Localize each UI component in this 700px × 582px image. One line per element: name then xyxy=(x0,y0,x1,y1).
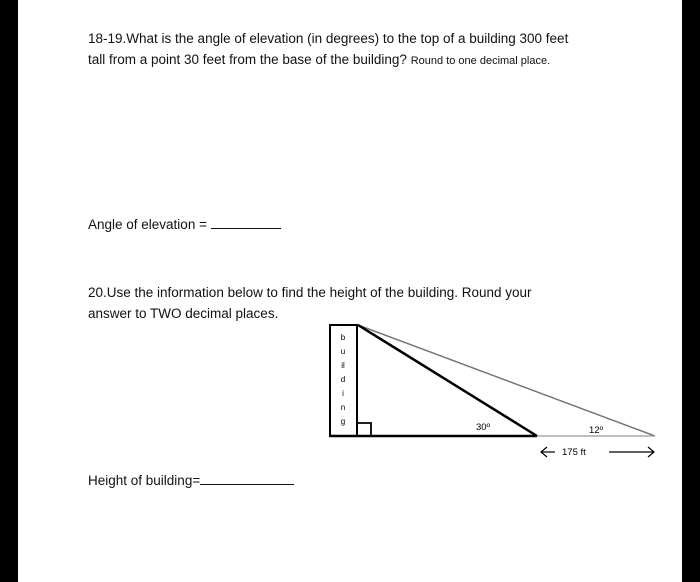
building-letter: i xyxy=(342,389,344,398)
building-letter: u xyxy=(340,347,346,356)
building-letter: il xyxy=(341,361,345,370)
question-2-line-2: answer to TWO decimal places. xyxy=(88,306,279,321)
rounding-note: Round to one decimal place. xyxy=(410,55,551,67)
angle-answer-label: Angle of elevation = xyxy=(88,217,211,232)
right-angle-marker xyxy=(358,423,371,436)
height-answer-blank[interactable] xyxy=(200,471,294,485)
distance-label: 175 ft xyxy=(562,447,586,458)
angle-12-label: 12º xyxy=(589,425,604,436)
height-answer-line xyxy=(88,470,294,491)
far-sight-line xyxy=(358,325,655,436)
near-sight-line xyxy=(358,325,537,436)
building-letter: g xyxy=(340,417,346,426)
height-answer-label: Height of building= xyxy=(88,473,201,488)
building-letter: n xyxy=(340,403,346,412)
question-2-line-1: 20.Use the information below to find the height of the building. Round your xyxy=(88,285,532,300)
building-letter: b xyxy=(340,333,346,342)
angle-30-label: 30º xyxy=(476,422,491,433)
question-1-line-1: 18-19.What is the angle of elevation (in degrees) to the top of a building 300 feet xyxy=(88,31,569,46)
question-1-text: tall from a point 30 feet from the base of the building? xyxy=(88,52,407,67)
building-letter: d xyxy=(340,375,346,384)
